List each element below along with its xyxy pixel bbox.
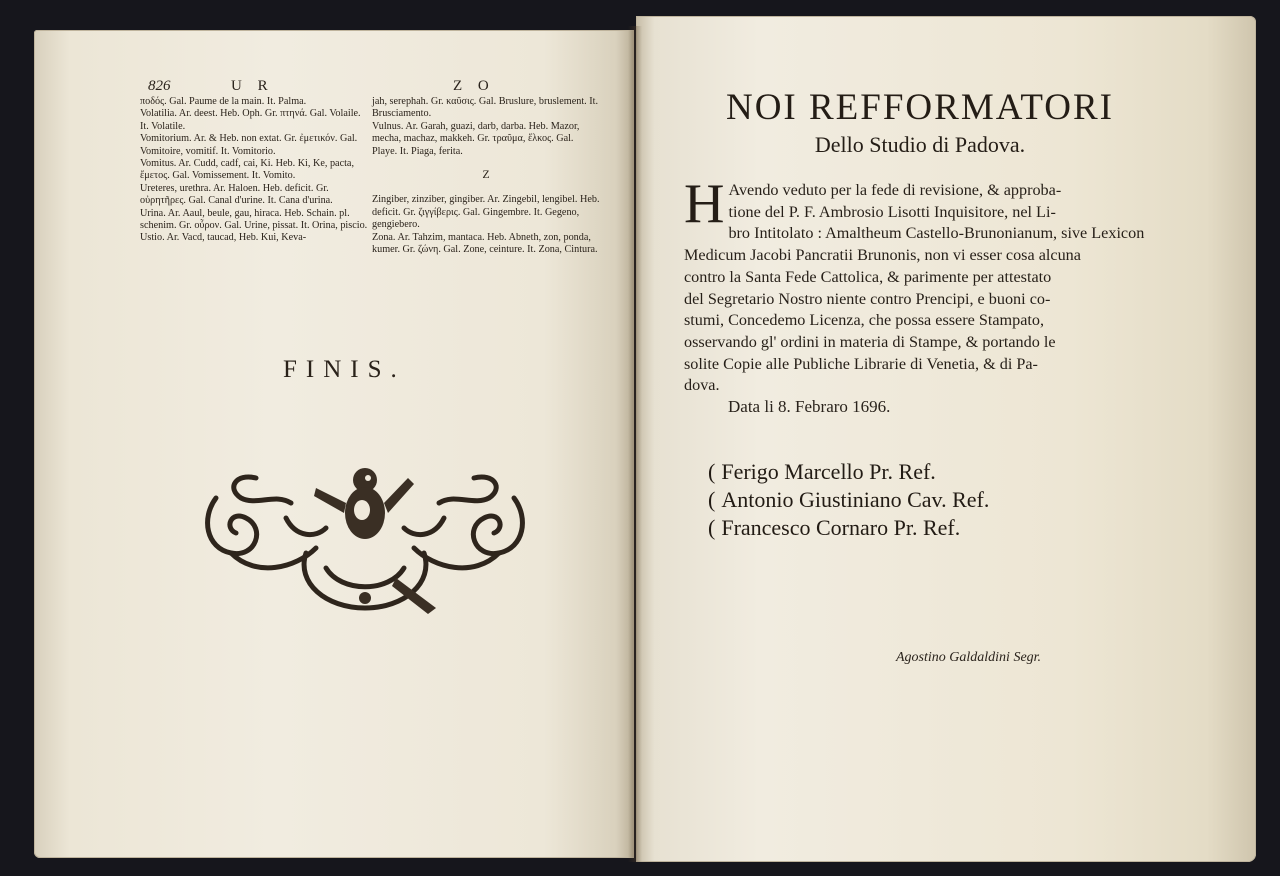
entry: ποδός. Gal. Paume de la main. It. Palma. <box>140 96 307 107</box>
license-subtitle: Dello Studio di Padova. <box>814 132 1026 157</box>
finis-text: FINIS. <box>283 356 406 383</box>
body-line: dova. <box>684 376 720 395</box>
entry: Zingiber, zinziber, gingiber. Ar. Zingebil, lengibel. Heb. deficit. Gr. ζιγγίβερις. Gal. Gingembre. It. Gegeno, gengiebero. <box>372 194 600 231</box>
entry: Vomitorium. Ar. & Heb. non extat. Gr. ἐμετικόν. Gal. Vomitoire, vomitif. It. Vomitorio. <box>140 133 358 157</box>
book-gutter <box>628 26 642 862</box>
section-letter-z: Z <box>482 167 490 182</box>
page-number: 826 <box>148 78 171 94</box>
body-line: stumi, Concedemo Licenza, che possa essere Stampato, <box>684 311 1045 330</box>
running-head <box>148 78 618 98</box>
drop-cap: H <box>684 173 725 235</box>
entry: Urina. Ar. Aaul, beule, gau, hiraca. Heb. Schain. pl. schenim. Gr. οὖρον. Gal. Urine, pissat. It. Orina, piscio. <box>140 207 368 232</box>
secretary-signature: Agostino Galdaldini Segr. <box>896 650 1042 665</box>
body-line: tione del P. F. Ambrosio Lisotti Inquisitore, nel Li- <box>728 202 1056 221</box>
running-head-right: Z O <box>453 78 495 94</box>
body-line: contro la Santa Fede Cattolica, & parimente per attestato <box>684 267 1052 286</box>
body-line: solite Copie alle Publiche Librarie di Venetia, & di Pa- <box>684 354 1038 373</box>
license-date: Data li 8. Febraro 1696. <box>728 397 891 416</box>
entry: Zona. Ar. Tahzim, mantaca. Heb. Abneth, zon, ponda, kumer. Gr. ζώνη. Gal. Zone, ceinture. It. Zona, Cintura. <box>372 231 598 256</box>
body-line: Avendo veduto per la fede di revisione, & approba- <box>728 181 1062 199</box>
body-line: Medicum Jacobi Pancratii Brunonis, non vi esser cosa alcuna <box>684 246 1081 265</box>
license-body <box>684 173 1154 397</box>
entry: Volatilia. Ar. deest. Heb. Oph. Gr. πτηνά. Gal. Volaile. It. Volatile. <box>140 108 361 132</box>
signer: ( Antonio Giustiniano Cav. Ref. <box>708 487 990 512</box>
body-line: bro Intitolato : Amaltheum Castello-Brunonianum, sive Lexicon <box>728 224 1145 243</box>
entry: jah, serephah. Gr. καῦσις. Gal. Bruslure, bruslement. It. Brusciamento. <box>372 96 599 120</box>
entry: Vomitus. Ar. Cudd, cadf, cai, Ki. Heb. Ki, Ke, pacta, ἔμετος. Gal. Vomissement. It. Vomito. <box>140 158 354 182</box>
body-line: osservando gl' ordini in materia di Stampe, & portando le <box>684 332 1056 351</box>
license-title: NOI REFFORMATORI <box>725 87 1115 128</box>
signer: ( Ferigo Marcello Pr. Ref. <box>708 459 936 484</box>
body-line: del Segretario Nostro niente contro Prencipi, e buoni co- <box>684 289 1051 308</box>
signers-list <box>708 458 989 542</box>
running-head-left: U R <box>231 78 274 94</box>
dictionary-column-1 <box>140 96 368 245</box>
dictionary-column-2 <box>372 96 600 256</box>
signer: ( Francesco Cornaro Pr. Ref. <box>708 515 961 540</box>
entry: Ureteres, urethra. Ar. Haloen. Heb. deficit. Gr. οὐρητῆρες. Gal. Canal d'urine. It. Cana d'urina. <box>140 182 333 207</box>
entry: Vulnus. Ar. Garah, guazi, darb, darba. Heb. Mazor, mecha, machaz, makkeh. Gr. τραῦμα, ἕλκος. Gal. Playe. It. Piaga, ferita. <box>372 120 580 157</box>
cherub-scroll-ornament-icon <box>196 458 534 618</box>
entry: Ustio. Ar. Vacd, taucad, Heb. Kui, Keva- <box>140 232 307 244</box>
